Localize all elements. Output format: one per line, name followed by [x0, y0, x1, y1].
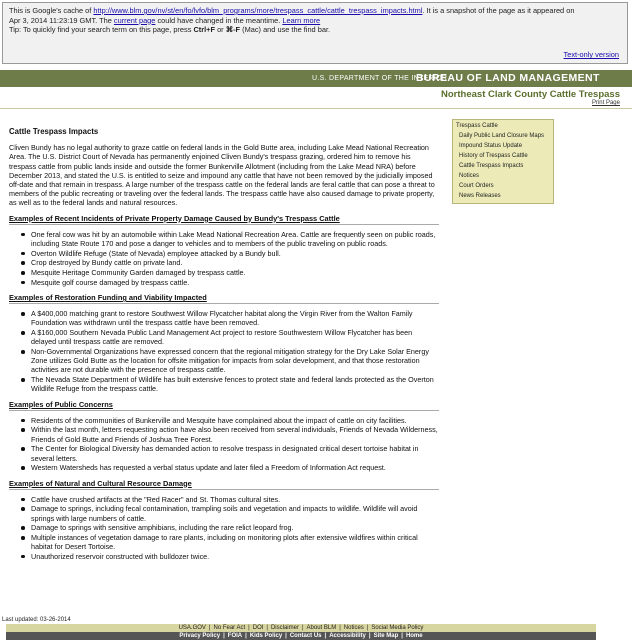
- footer-row-1: [6, 624, 596, 632]
- main-content: [9, 127, 439, 565]
- list-item: Residents of the communities of Bunkerville and Mesquite have complained about the impact of cattle on city facilities.: [9, 416, 439, 425]
- footer-separator: |: [248, 625, 250, 631]
- footer-separator: |: [223, 633, 225, 639]
- footer-link-doi[interactable]: DOI: [252, 625, 264, 631]
- list-item: Unauthorized reservoir constructed with bulldozer twice.: [9, 552, 439, 561]
- footer-separator: |: [401, 633, 403, 639]
- footer-link-no-fear-act[interactable]: No Fear Act: [213, 625, 246, 631]
- section-heading-resource-damage: Examples of Natural and Cultural Resource Damage: [9, 479, 439, 490]
- footer-separator: |: [366, 625, 369, 631]
- office-title: Northeast Clark County Cattle Trespass: [441, 89, 620, 100]
- list-item: Mesquite golf course damaged by trespass cattle.: [9, 278, 439, 287]
- list-item: Mesquite Heritage Community Garden damaged by trespass cattle.: [9, 268, 439, 277]
- office-header: [0, 87, 632, 109]
- cache-tip: [9, 25, 621, 35]
- list-item: The Center for Biological Diversity has demanded action to resolve trespass in designated critical desert tortoise habitat in several letters.: [9, 444, 439, 462]
- list-item: The Nevada State Department of Wildlife has built extensive fences to protect state and federal lands protected as the Overton Wildlife Refuge from the trespass cattle.: [9, 375, 439, 393]
- department-name: U.S. DEPARTMENT OF THE INTERIOR: [312, 75, 448, 82]
- cache-line-2: [9, 16, 621, 26]
- list-item: Non-Governmental Organizations have expressed concern that the regional mitigation strategy for the Dry Lake Solar Energy Zone utilizes Gold Butte as the location for offsite mitigation for impacts from solar development, and that those restoration activities are not durable with the presence of trespass cattle.: [9, 347, 439, 375]
- sidebar-nav: [452, 119, 554, 204]
- sidebar-item-impacts[interactable]: Cattle Trespass Impacts: [459, 163, 524, 169]
- tip-text: (Mac) and use the find bar.: [240, 25, 331, 35]
- sidebar-item-closure-maps[interactable]: Daily Public Land Closure Maps: [459, 133, 545, 139]
- last-updated: Last updated: 03-26-2014: [2, 617, 71, 623]
- list-item: Overton Wildlife Refuge (State of Nevada) employee attacked by a Bundy bull.: [9, 249, 439, 258]
- sidebar-item-impound-status[interactable]: Impound Status Update: [459, 143, 523, 149]
- footer-link-home[interactable]: Home: [405, 633, 423, 639]
- footer-separator: |: [368, 633, 371, 639]
- footer-separator: |: [285, 633, 287, 639]
- sidebar-item-notices[interactable]: Notices: [459, 173, 480, 179]
- list-item: Damage to springs, including fecal contamination, trampling soils and vegetation and impacts to wildlife. Wildlife will avoid springs with large numbers of cattle.: [9, 504, 439, 522]
- footer-link-about-blm[interactable]: About BLM: [306, 625, 337, 631]
- cache-text: could have changed in the meantime.: [155, 15, 283, 25]
- sidebar-title[interactable]: Trespass Cattle: [456, 123, 498, 129]
- footer-link-accessibility[interactable]: Accessibility: [329, 633, 366, 639]
- sidebar-item-court-orders[interactable]: Court Orders: [459, 183, 494, 189]
- sidebar-item-news-releases[interactable]: News Releases: [459, 193, 501, 199]
- footer-link-usagov[interactable]: USA.GOV: [178, 625, 206, 631]
- section-heading-property-damage: Examples of Recent Incidents of Private Property Damage Caused by Bundy's Trespass Cattle: [9, 214, 439, 225]
- list-resource-damage: [9, 495, 439, 561]
- footer-separator: |: [245, 633, 247, 639]
- footer-separator: |: [208, 625, 211, 631]
- cache-text: . It is a snapshot of the page as it appeared on: [422, 6, 575, 15]
- list-item: Within the last month, letters requesting action have also been received from several individuals, Friends of Nevada Wilderness, Friends of Gold Butte and Friends of Joshua Tree Forest.: [9, 425, 439, 443]
- footer-link-foia[interactable]: FOIA: [227, 633, 243, 639]
- list-item: A $400,000 matching grant to restore Southwest Willow Flycatcher habitat along the Virgin River from the Walton Family Foundation was withdrawn until the trespass cattle have been removed.: [9, 309, 439, 327]
- footer-link-notices[interactable]: Notices: [343, 625, 364, 631]
- learn-more-link[interactable]: Learn more: [282, 15, 321, 25]
- footer-link-site-map[interactable]: Site Map: [373, 633, 399, 639]
- footer-separator: |: [324, 633, 327, 639]
- list-restoration: [9, 309, 439, 393]
- footer-separator: |: [266, 625, 268, 631]
- list-item: Damage to springs with sensitive amphibians, including the rare relict leopard frog.: [9, 523, 439, 532]
- cache-line-1: [9, 6, 621, 16]
- agency-header-bar: [0, 70, 632, 87]
- intro-paragraph: Cliven Bundy has no legal authority to graze cattle on federal lands in the Gold Butte area, including Lake Mead National Recreation Area. The U.S. District Court of Nevada has permanently enjoined Cliven Bundy's trespass grazing, ordered him to remove his trespass cattle from public lands inside and outside the former Bunkerville Allotment (including from the Lake Mead NRA) before December 2013, and stated the U.S. is entitled to seize and impound any cattle that have not been removed by the judicially imposed off-date and that remain in trespass. A large number of the trespass cattle on the federal lands are feral cattle that can pose a threat to members of the public recreating or traveling over the federal lands. The trespass cattle have also caused damage to private property, as well as to the federal lands and natural resources.: [9, 143, 435, 208]
- list-item: Western Watersheds has requested a verbal status update and later filed a Freedom of Information Act request.: [9, 463, 439, 472]
- footer-link-contact[interactable]: Contact Us: [289, 633, 322, 639]
- google-cache-banner: [2, 2, 628, 64]
- print-page-link[interactable]: Print Page: [591, 100, 620, 106]
- current-page-link[interactable]: current page: [113, 15, 156, 25]
- sidebar-item-history[interactable]: History of Trespass Cattle: [459, 153, 528, 159]
- footer-row-2: [6, 632, 596, 640]
- tip-keys: Ctrl+F: [193, 25, 216, 35]
- footer: [6, 624, 596, 640]
- footer-separator: |: [339, 625, 341, 631]
- list-property-damage: [9, 230, 439, 287]
- footer-link-social-media[interactable]: Social Media Policy: [371, 625, 424, 631]
- cache-text: This is Google's cache of: [9, 6, 94, 15]
- list-item: Crop destroyed by Bundy cattle on private land.: [9, 258, 439, 267]
- list-item: One feral cow was hit by an automobile within Lake Mead National Recreation Area. Cattle are frequently seen on public roads, including State Route 170 and pose a danger to vehicles and to members of the public traveling on public roads.: [9, 230, 439, 248]
- page-title: Cattle Trespass Impacts: [9, 127, 99, 136]
- text-only-version-link[interactable]: Text-only version: [563, 50, 619, 60]
- list-public-concerns: [9, 416, 439, 473]
- tip-text: or: [215, 25, 226, 35]
- list-item: Multiple instances of vegetation damage to rare plants, including on monitoring plots after extensive wildfires within critical habitat for Desert Tortoise.: [9, 533, 439, 551]
- list-item: Cattle have crushed artifacts at the "Red Racer" and St. Thomas cultural sites.: [9, 495, 439, 504]
- footer-separator: |: [301, 625, 304, 631]
- tip-text: Tip: To quickly find your search term on this page, press: [9, 25, 194, 35]
- footer-link-kids-policy[interactable]: Kids Policy: [249, 633, 283, 639]
- agency-name[interactable]: BUREAU OF LAND MANAGEMENT: [416, 72, 600, 84]
- list-item: A $160,000 Southern Nevada Public Land Management Act project to restore Southwestern Willow Flycatcher has been delayed until trespass cattle are removed.: [9, 328, 439, 346]
- tip-keys: ⌘-F: [225, 25, 241, 35]
- section-heading-public-concerns: Examples of Public Concerns: [9, 400, 439, 411]
- cached-url-link[interactable]: http://www.blm.gov/nv/st/en/fo/lvfo/blm_programs/more/trespass_cattle/cattle_trespass_impacts.html: [93, 6, 423, 15]
- footer-link-disclaimer[interactable]: Disclaimer: [270, 625, 299, 631]
- footer-link-privacy[interactable]: Privacy Policy: [179, 633, 221, 639]
- cache-text: Apr 3, 2014 11:23:19 GMT. The: [9, 15, 114, 25]
- section-heading-restoration: Examples of Restoration Funding and Viability Impacted: [9, 293, 439, 304]
